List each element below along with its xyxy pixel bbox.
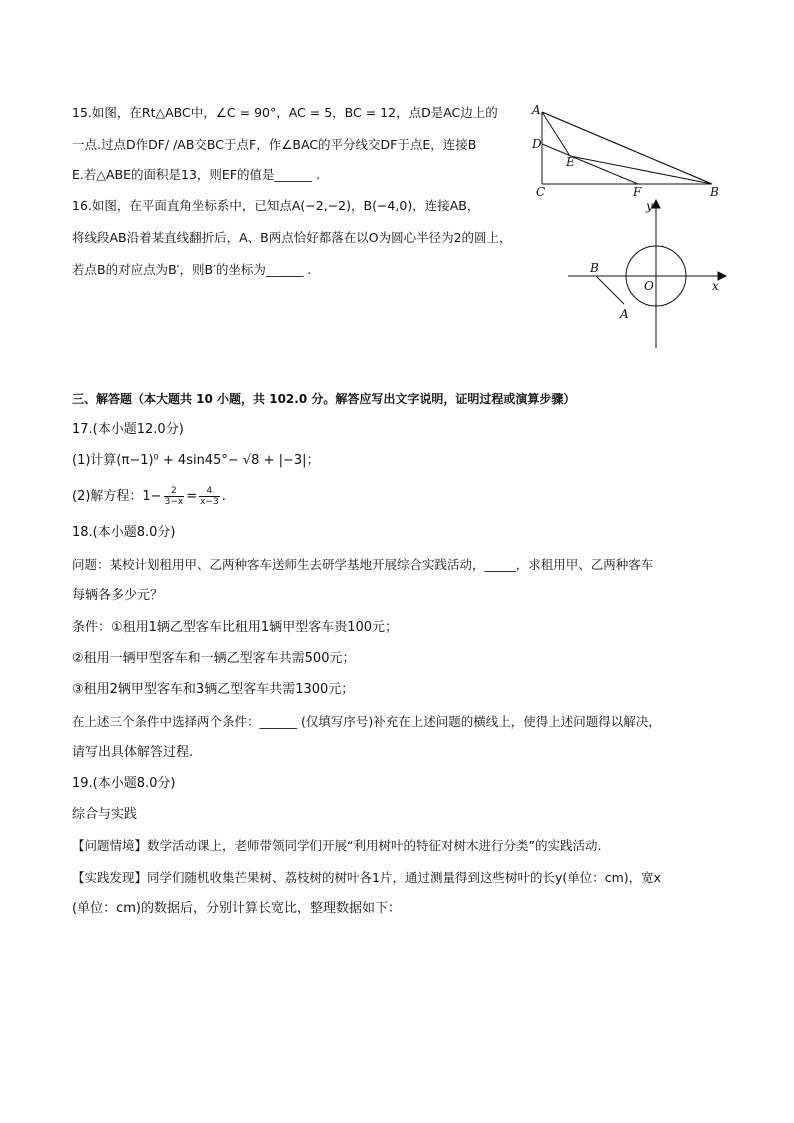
q18-problem-line-2: 每辆各多少元？: [72, 588, 164, 603]
segment-eb: [570, 156, 712, 184]
q17-part-2-suffix: .: [221, 488, 226, 504]
fraction-1-denominator: 3−x: [164, 497, 184, 507]
label-a: A: [620, 307, 629, 321]
q15-triangle-figure: [528, 100, 728, 200]
equals-sign: =: [186, 488, 198, 504]
q19-title: 19.(本小题8.0分): [72, 776, 176, 791]
label-b: B: [710, 185, 719, 199]
q18-instruction-line-1: 在上述三个条件中选择两个条件：______ (仅填写序号)补充在上述问题的横线上，使得上述问题得以解决，: [72, 714, 661, 729]
q17-part-2-prefix: (2)解方程：1−: [72, 488, 162, 504]
q18-condition-1: 条件：①租用1辆乙型客车比租用1辆甲型客车贵100元；: [72, 620, 399, 635]
label-d: D: [532, 137, 542, 151]
label-f: F: [633, 185, 642, 199]
fraction-2-numerator: 4: [206, 486, 213, 496]
fraction-1-numerator: 2: [171, 486, 177, 496]
section-heading: 三、解答题（本大题共 10 小题，共 102.0 分。解答应写出文字说明，证明过程或演算步骤）: [72, 392, 576, 406]
q19-subtitle: 综合与实践: [72, 807, 138, 822]
q18-instruction-line-2: 请写出具体解答过程.: [72, 745, 194, 760]
x-axis-arrow: [718, 272, 726, 280]
q18-problem-line-1: 问题：某校计划租用甲、乙两种客车送师生去研学基地开展综合实践活动，_____，求租用甲、乙两种客车: [72, 557, 654, 572]
label-y: y: [646, 199, 653, 213]
q18-condition-2: ②租用一辆甲型客车和一辆乙型客车共需500元；: [72, 651, 356, 666]
label-x: x: [712, 279, 719, 293]
hyp: [542, 112, 712, 184]
label-c: C: [536, 185, 546, 199]
q18-title: 18.(本小题8.0分): [72, 525, 176, 540]
q15-line-3: E.若△ABE的面积是13，则EF的值是______ .: [72, 167, 320, 182]
fraction-1: [164, 486, 185, 507]
q17-part-2: [72, 486, 226, 507]
q16-coordinate-figure: [560, 196, 730, 352]
q16-line-2: 将线段AB沿着某直线翻折后，A、B两点恰好都落在以O为圆心半径为2的圆上，: [72, 230, 512, 245]
fraction-2: [199, 486, 220, 507]
q17-part-1: (1)计算(π−1)⁰ + 4sin45°− √8 + |−3|；: [72, 453, 320, 468]
segment-df: [542, 144, 638, 184]
label-b: B: [590, 261, 599, 275]
label-o: O: [644, 279, 654, 293]
q18-condition-3: ③租用2辆甲型客车和3辆乙型客车共需1300元；: [72, 682, 355, 697]
q19-context: 【问题情境】数学活动课上，老师带领同学们开展“利用树叶的特征对树木进行分类”的实践活动.: [72, 838, 602, 853]
q15-line-1: 15.如图，在Rt△ABC中，∠C = 90°，AC = 5，BC = 12，点D是AC边上的: [72, 105, 498, 120]
q19-practice-line-2: (单位：cm)的数据后，分别计算长宽比，整理数据如下：: [72, 901, 401, 916]
q16-line-3: 若点B的对应点为B′，则B′的坐标为______ .: [72, 262, 312, 277]
segment-ab: [596, 276, 624, 304]
label-e: E: [566, 155, 575, 169]
q15-line-2: 一点.过点D作DF/ /AB交BC于点F，作∠BAC的平分线交DF于点E，连接B: [72, 137, 477, 152]
y-axis-arrow: [652, 200, 660, 208]
q17-title: 17.(本小题12.0分): [72, 422, 184, 437]
q19-practice-line-1: 【实践发现】同学们随机收集芒果树、荔枝树的树叶各1片，通过测量得到这些树叶的长y(单位：cm)，宽x: [72, 870, 662, 885]
q16-line-1: 16.如图，在平面直角坐标系中，已知点A(−2,−2)，B(−4,0)，连接AB，: [72, 198, 480, 213]
fraction-2-denominator: x−3: [200, 497, 219, 507]
label-a: A: [532, 103, 541, 117]
